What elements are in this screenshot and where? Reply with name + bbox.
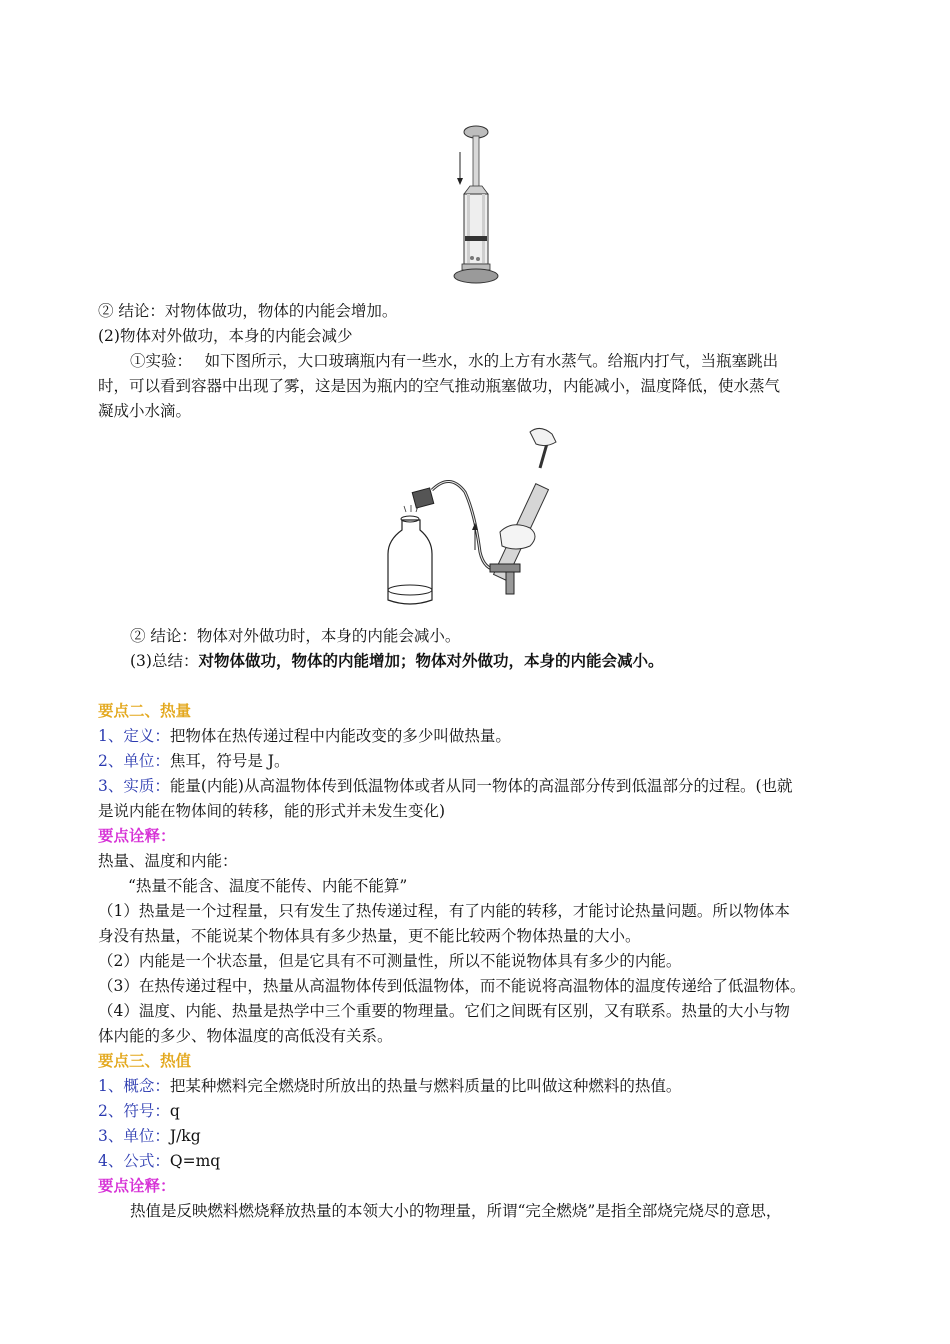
bottle-pump-figure <box>380 422 590 612</box>
conclusion-line-1: ② 结论：对物体做功，物体的内能会增加。 <box>98 302 398 320</box>
heat-unit: 2、单位：焦耳，符号是 J。 <box>98 752 290 770</box>
heat-value-concept: 1、概念：把某种燃料完全燃烧时所放出的热量与燃料质量的比叫做这种燃料的热值。 <box>98 1077 682 1095</box>
heat-note-line: （1）热量是一个过程量，只有发生了热传递过程，有了内能的转移，才能讨论热量问题。所以物体本 <box>98 902 790 920</box>
heat-note-line: 身没有热量，不能说某个物体具有多少热量，更不能比较两个物体热量的大小。 <box>98 927 641 945</box>
heat-essence-cont: 是说内能在物体间的转移，能的形式并未发生变化) <box>98 802 446 820</box>
conclusion-line-2: ② 结论：物体对外做功时，本身的内能会减小。 <box>130 627 461 645</box>
summary-line <box>130 651 663 671</box>
experiment-line-1: ①实验： 如下图所示，大口玻璃瓶内有一些水，水的上方有水蒸气。给瓶内打气，当瓶塞跳出 <box>130 352 779 370</box>
heat-note-line: （4）温度、内能、热量是热学中三个重要的物理量。它们之间既有区别，又有联系。热量的大小与物 <box>98 1002 790 1020</box>
heat-note-line: （2）内能是一个状态量，但是它具有不可测量性，所以不能说物体具有多少的内能。 <box>98 952 682 970</box>
subheading-work-out: (2)物体对外做功，本身的内能会减少 <box>98 327 353 345</box>
heat-note-line: “热量不能含、温度不能传、内能不能算” <box>128 877 408 895</box>
heat-value-symbol: 2、符号：q <box>98 1102 180 1120</box>
heat-note-line: 体内能的多少、物体温度的高低没有关系。 <box>98 1027 393 1045</box>
summary-prefix: (3)总结： <box>130 652 199 670</box>
experiment-line-2: 时，可以看到容器中出现了雾，这是因为瓶内的空气推动瓶塞做功，内能减小，温度降低，使水蒸气 <box>98 377 781 395</box>
heat-value-note-title: 要点诠释： <box>98 1176 176 1195</box>
summary-bold: 对物体做功，物体的内能增加；物体对外做功，本身的内能会减小。 <box>198 651 664 670</box>
heat-definition: 1、定义：把物体在热传递过程中内能改变的多少叫做热量。 <box>98 727 511 745</box>
heat-value-formula: 4、公式：Q=mq <box>98 1152 221 1170</box>
heat-note-line: （3）在热传递过程中，热量从高温物体传到低温物体，而不能说将高温物体的温度传递给了低温物体。 <box>98 977 806 995</box>
section-heat-value-title: 要点三、热值 <box>98 1051 192 1070</box>
heat-note-title: 要点诠释： <box>98 826 176 845</box>
compression-cylinder-figure <box>440 122 520 288</box>
heat-value-note-line: 热值是反映燃料燃烧释放热量的本领大小的物理量，所谓“完全燃烧”是指全部烧完烧尽的意思， <box>130 1202 782 1220</box>
heat-note-line: 热量、温度和内能： <box>98 852 238 870</box>
experiment-line-3: 凝成小水滴。 <box>98 402 192 420</box>
heat-essence: 3、实质：能量(内能)从高温物体传到低温物体或者从同一物体的高温部分传到低温部分的过程。(也就 <box>98 777 793 795</box>
section-heat-title: 要点二、热量 <box>98 701 192 720</box>
heat-value-unit: 3、单位：J/kg <box>98 1127 201 1145</box>
